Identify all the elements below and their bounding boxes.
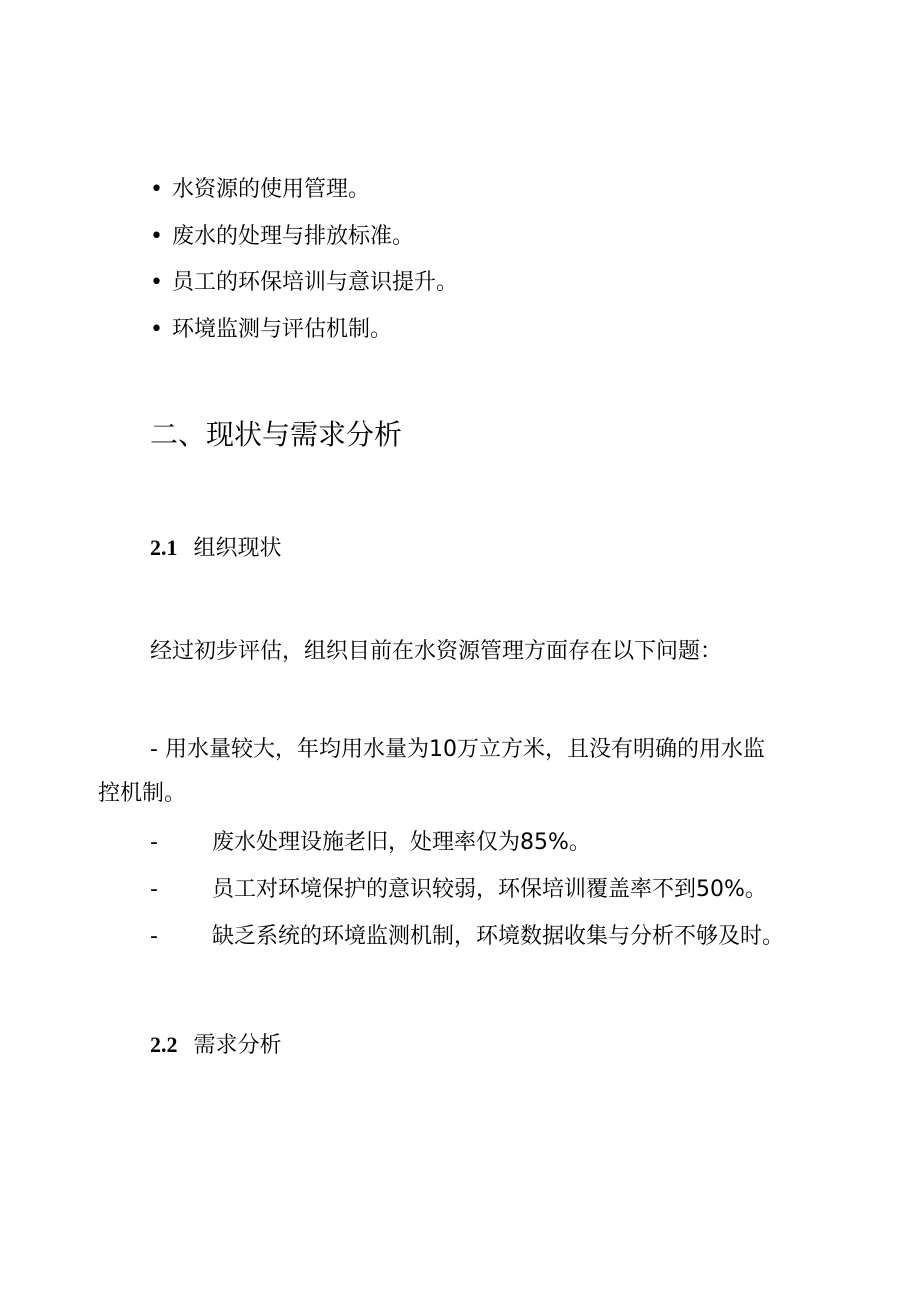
list-item [150,268,458,298]
issue-text: 缺乏系统的环境监测机制，环境数据收集与分析不够及时。 [212,924,785,949]
dash-marker: - [150,830,158,855]
issue-text: 员工对环境保护的意识较弱，环保培训覆盖率不到50%。 [212,877,767,902]
issue-item [98,728,765,816]
subsection-number: 2.1 [150,535,178,560]
issue-text-line1: 用水量较大，年均用水量为10万立方米，且没有明确的用水监 [164,737,765,762]
issue-item [150,828,810,858]
dash-marker: - [150,924,158,949]
bullet-icon: • [150,177,163,202]
issue-item [150,922,810,952]
bullet-icon: • [150,224,163,249]
bullet-text: 废水的处理与排放标准。 [172,224,415,249]
issue-text-line2: 控机制。 [98,781,187,806]
intro-paragraph: 经过初步评估，组织目前在水资源管理方面存在以下问题： [150,639,723,664]
bullet-text: 员工的环保培训与意识提升。 [172,270,459,295]
bullet-icon: • [150,270,163,295]
issue-text: 废水处理设施老旧，处理率仅为85%。 [212,830,591,855]
subsection-heading [150,1030,282,1061]
issue-item [150,875,810,905]
bullet-text: 环境监测与评估机制。 [172,317,393,342]
list-item [150,315,392,345]
subsection-heading [150,533,282,564]
bullet-text: 水资源的使用管理。 [172,177,371,202]
subsection-title: 组织现状 [193,536,282,561]
dash-marker: - [150,737,158,762]
list-item [150,175,370,205]
list-item [150,222,414,252]
section-heading: 二、现状与需求分析 [150,418,403,451]
dash-marker: - [150,877,158,902]
subsection-title: 需求分析 [193,1033,282,1058]
subsection-number: 2.2 [150,1032,178,1057]
bullet-icon: • [150,317,163,342]
